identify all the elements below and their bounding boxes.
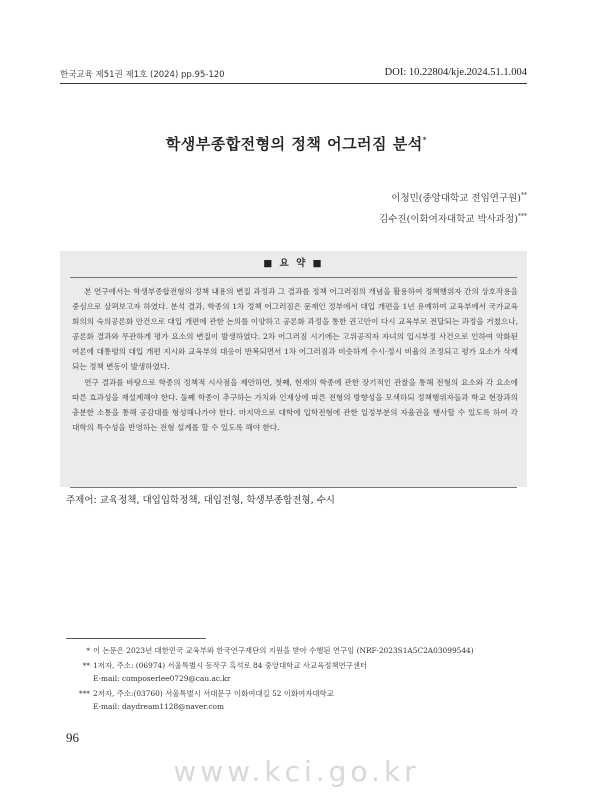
paper-title — [0, 133, 593, 154]
title-footnote-mark: * — [422, 136, 428, 145]
abstract-paragraph-2: 연구 결과를 바탕으로 학종의 정책적 시사점을 제안하면, 첫째, 현재의 학종에 관한 장기적인 관찰을 통해 전형의 요소와 각 요소에 따른 효과성을 재설계해야 한다. 둘째 학종이 추구하는 가치와 인재상에 따른 전형의 방향성을 모색하되 정책행위자들과 학교 현장과의 충분한 소통을 통해 공감대를 형성해나가야 한다. 마지막으로 대학에 입학전형에 관한 일정부분의 자율권을 행사할 수 있도록 하여 각 대학의 특수성을 반영하는 전형 설계를 할 수 있도록 해야 한다. — [72, 377, 518, 432]
watermark: www.kci.go.kr — [173, 755, 420, 788]
footnote-1-text: 이 논문은 2023년 대한민국 교육부와 한국연구재단의 지원을 받아 수행된 연구임 (NRF-2023S1A5C2A03099544) — [93, 646, 474, 655]
author-2-mark: *** — [518, 212, 527, 220]
footnote-2-mark: ** — [82, 661, 90, 670]
author-1-mark: ** — [521, 191, 527, 199]
author-2-name: 김수진(이화여자대학교 박사과정) — [379, 214, 518, 225]
footnote-rule — [66, 638, 206, 639]
author-1 — [391, 190, 527, 204]
footnote-3-mark: *** — [78, 689, 90, 698]
footnote-1-mark: * — [86, 646, 90, 655]
footnote-3-email[interactable]: E-mail: daydream1128@naver.com — [93, 702, 224, 711]
author-1-name: 이청민(중앙대학교 전임연구원) — [391, 193, 521, 204]
footnote-3 — [66, 688, 334, 699]
abstract-top-rule — [70, 277, 517, 278]
header-rule — [60, 83, 527, 84]
title-text: 학생부종합전형의 정책 어그러짐 분석 — [165, 135, 423, 153]
footnote-2-text: 1저자, 주소: (06974) 서울특별시 동작구 흑석로 84 중앙대학교 사교육정책연구센터 — [93, 661, 368, 670]
footnote-2 — [66, 660, 367, 671]
footnote-2-email[interactable]: E-mail: composerlee0729@cau.ac.kr — [93, 674, 231, 683]
journal-info: 한국교육 제51권 제1호 (2024) pp.95-120 — [60, 70, 225, 80]
keywords: 주제어: 교육정책, 대입입학정책, 대입전형, 학생부종합전형, 수시 — [66, 495, 335, 506]
page-number: 96 — [66, 730, 79, 745]
abstract-bottom-rule — [70, 487, 517, 488]
abstract-heading: ■ 요 약 ■ — [263, 258, 324, 269]
abstract-body — [72, 284, 518, 435]
abstract-paragraph-1: 본 연구에서는 학생부종합전형의 정책 내용의 변질 과정과 그 결과를 정책 어그러짐의 개념을 활용하여 정책행위자 간의 상호작용을 중심으로 살펴보고자 하였다. 분석 결과, 학종의 1차 정책 어그러짐은 문재인 정부에서 대입 개편을 1년 유예하여 교육부에서 국가교육회의의 숙의공론화 안건으로 대입 개편에 관한 논의를 이양하고 공론화 과정을 통한 권고안이 다시 교육부로 전달되는 과정을 거쳤으나, 공론화 결과와 무관하게 평가 요소의 변질이 발생하였다. 2차 어그러짐 시기에는 고위공직자 자녀의 입시부정 사건으로 인하여 악화된 여론에 대통령의 대입 개편 지시와 교육부의 대응이 반복되면서 1차 어그러짐과 비슷하게 수시·정시 비율의 조정되고 평가 요소가 삭제되는 정책 변동이 발생하였다. — [72, 287, 518, 372]
footnote-1 — [66, 645, 474, 656]
doi[interactable]: DOI: 10.22804/kje.2024.51.1.004 — [384, 67, 527, 78]
author-2 — [379, 211, 527, 225]
footnote-3-text: 2저자, 주소:(03760) 서울특별시 서대문구 이화여대길 52 이화여자대학교 — [93, 689, 334, 698]
